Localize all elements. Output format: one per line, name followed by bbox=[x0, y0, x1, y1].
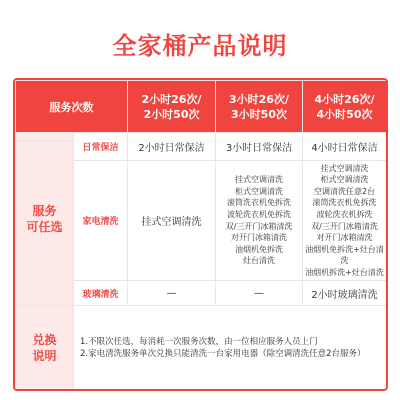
list-item: 波轮洗衣机拆洗 bbox=[316, 209, 373, 219]
note-line: 2.家电清洗服务单次兑换只能清洗一台家用电器（除空调清洗任意2台服务） bbox=[80, 348, 366, 359]
category-daily-cleaning: 日常保洁 bbox=[74, 133, 128, 161]
list-item: 油烟机免拆洗 bbox=[235, 244, 283, 254]
table-cell: — bbox=[216, 281, 303, 306]
list-item: 油烟机免拆洗+灶台清洗 bbox=[305, 244, 384, 266]
table-cell: 2小时日常保洁 bbox=[128, 133, 216, 161]
list-item: 对开门冰箱清洗 bbox=[316, 233, 373, 243]
redeem-label: 兑换 说明 bbox=[16, 306, 74, 390]
appliance-list-3h bbox=[216, 161, 303, 281]
table-cell: 3小时日常保洁 bbox=[216, 133, 303, 161]
list-item: 滚筒洗衣机免拆洗 bbox=[312, 198, 377, 208]
header-row bbox=[16, 81, 387, 133]
note-line: 1.不限次任选，每消耗一次服务次数，由一位相应服务人员上门 bbox=[80, 336, 318, 347]
list-item: 油烟机拆洗+灶台清洗 bbox=[305, 267, 384, 277]
list-item: 灶台清洗 bbox=[243, 256, 275, 266]
daily-cleaning-row bbox=[16, 133, 387, 161]
list-item: 波轮洗衣机免拆洗 bbox=[227, 209, 291, 219]
list-item: 对开门冰箱清洗 bbox=[231, 233, 287, 243]
list-item: 双/三开门冰箱清洗 bbox=[311, 221, 378, 231]
category-glass-cleaning: 玻璃清洗 bbox=[74, 281, 128, 306]
table-cell: 4小时日常保洁 bbox=[303, 133, 387, 161]
category-appliance-cleaning: 家电清洗 bbox=[74, 161, 128, 281]
optional-services-label: 服务 可任选 bbox=[16, 133, 74, 306]
list-item: 滚筒洗衣机免拆洗 bbox=[227, 198, 291, 208]
redeem-row bbox=[16, 306, 387, 390]
product-table-card bbox=[13, 78, 388, 391]
list-item: 空调清洗任意2台 bbox=[313, 186, 376, 196]
appliance-list-4h bbox=[303, 161, 387, 281]
plan-column-header: 3小时26次/ 3小时50次 bbox=[216, 81, 303, 133]
list-item: 挂式空调清洗 bbox=[320, 163, 369, 173]
plan-column-header: 2小时26次/ 2小时50次 bbox=[128, 81, 216, 133]
list-item: 柜式空调清洗 bbox=[235, 186, 283, 196]
service-count-header: 服务次数 bbox=[16, 81, 128, 133]
product-table bbox=[15, 80, 387, 390]
table-cell: 挂式空调清洗 bbox=[128, 161, 216, 281]
redeem-notes bbox=[74, 306, 387, 390]
plan-column-header: 4小时26次/ 4小时50次 bbox=[303, 81, 387, 133]
table-cell: 2小时玻璃清洗 bbox=[303, 281, 387, 306]
table-cell: — bbox=[128, 281, 216, 306]
page-title: 全家桶产品说明 bbox=[112, 32, 288, 60]
list-item: 双/三开门冰箱清洗 bbox=[225, 221, 293, 231]
list-item: 柜式空调清洗 bbox=[320, 175, 369, 185]
list-item: 挂式空调清洗 bbox=[235, 175, 283, 185]
